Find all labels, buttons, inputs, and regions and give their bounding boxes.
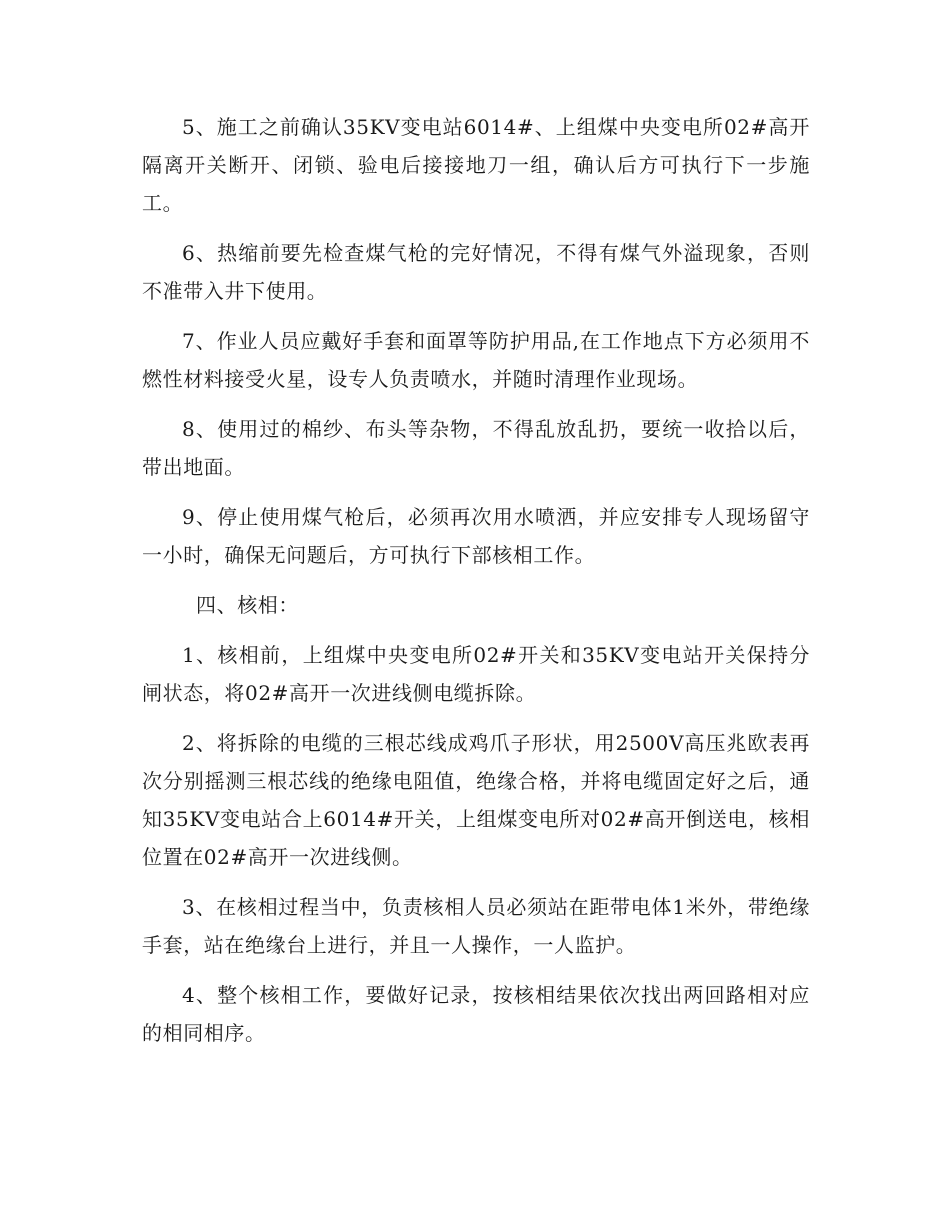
paragraph-item-9: 9、停止使用煤气枪后，必须再次用水喷洒，并应安排专人现场留守一小时，确保无问题后，方可执行下部核相工作。: [142, 505, 810, 567]
section-heading-phase-check: 四、核相：: [196, 593, 299, 617]
paragraph-item-5: 5、施工之前确认35KV变电站6014#、上组煤中央变电所02#高开隔离开关断开、闭锁、验电后接接地刀一组，确认后方可执行下一步施工。: [142, 115, 810, 215]
phase-check-item-4: 4、整个核相工作，要做好记录，按核相结果依次找出两回路相对应的相同相序。: [142, 983, 810, 1045]
phase-check-item-2: 2、将拆除的电缆的三根芯线成鸡爪子形状，用2500V高压兆欧表再次分别摇测三根芯线的绝缘电阻值，绝缘合格，并将电缆固定好之后，通知35KV变电站合上6014#开关，上组煤变电所对02#高开倒送电，核相位置在02#高开一次进线侧。: [142, 731, 810, 869]
phase-check-item-3: 3、在核相过程当中，负责核相人员必须站在距带电体1米外，带绝缘手套，站在绝缘台上进行，并且一人操作，一人监护。: [142, 895, 810, 957]
document-body: [142, 108, 810, 1064]
paragraph-item-6: 6、热缩前要先检查煤气枪的完好情况，不得有煤气外溢现象，否则不准带入井下使用。: [142, 241, 810, 303]
paragraph-item-8: 8、使用过的棉纱、布头等杂物，不得乱放乱扔，要统一收拾以后，带出地面。: [142, 417, 810, 479]
phase-check-item-1: 1、核相前，上组煤中央变电所02#开关和35KV变电站开关保持分闸状态，将02#高开一次进线侧电缆拆除。: [142, 643, 810, 705]
paragraph-item-7: 7、作业人员应戴好手套和面罩等防护用品,在工作地点下方必须用不燃性材料接受火星，设专人负责喷水，并随时清理作业现场。: [142, 329, 810, 391]
